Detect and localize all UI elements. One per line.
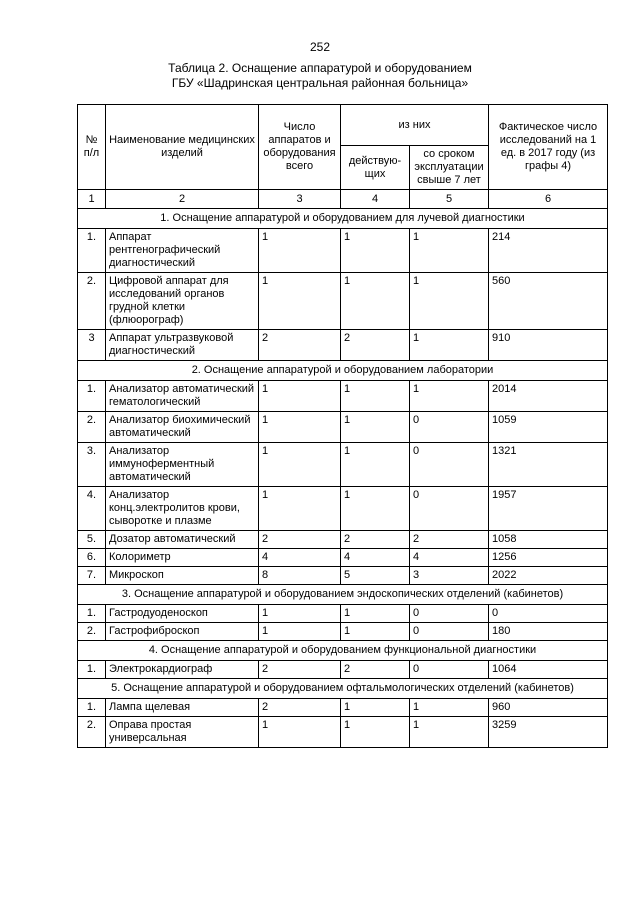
- old-count: 4: [410, 549, 489, 567]
- total-count: 2: [259, 330, 341, 361]
- old-count: 1: [410, 229, 489, 273]
- studies-count: 960: [489, 699, 608, 717]
- old-count: 2: [410, 531, 489, 549]
- total-count: 1: [259, 623, 341, 641]
- studies-count: 560: [489, 273, 608, 330]
- old-count: 1: [410, 699, 489, 717]
- header-old: со сроком эксплуатации свыше 7 лет: [410, 146, 489, 190]
- studies-count: 1957: [489, 487, 608, 531]
- row-number: 5.: [78, 531, 106, 549]
- table-row: [78, 381, 608, 412]
- device-name: Аппарат рентгенографический диагностический: [106, 229, 259, 273]
- header-name: Наименование медицинских изделий: [106, 105, 259, 190]
- row-number: 3.: [78, 443, 106, 487]
- old-count: 1: [410, 381, 489, 412]
- old-count: 1: [410, 273, 489, 330]
- old-count: 0: [410, 443, 489, 487]
- table-caption: [0, 61, 640, 91]
- active-count: 2: [341, 531, 410, 549]
- total-count: 1: [259, 605, 341, 623]
- table-row: [78, 699, 608, 717]
- old-count: 0: [410, 412, 489, 443]
- total-count: 2: [259, 531, 341, 549]
- active-count: 4: [341, 549, 410, 567]
- row-number: 1.: [78, 229, 106, 273]
- table-row: [78, 443, 608, 487]
- device-name: Анализатор конц.электролитов крови, сыворотке и плазме: [106, 487, 259, 531]
- studies-count: 0: [489, 605, 608, 623]
- active-count: 1: [341, 487, 410, 531]
- total-count: 4: [259, 549, 341, 567]
- section-title: 5. Оснащение аппаратурой и оборудованием офтальмологических отделений (кабинетов): [78, 679, 608, 699]
- active-count: 5: [341, 567, 410, 585]
- total-count: 1: [259, 273, 341, 330]
- section-title: 2. Оснащение аппаратурой и оборудованием лаборатории: [78, 361, 608, 381]
- studies-count: 180: [489, 623, 608, 641]
- section-header: [78, 361, 608, 381]
- row-number: 6.: [78, 549, 106, 567]
- active-count: 1: [341, 412, 410, 443]
- column-number: 6: [489, 190, 608, 209]
- total-count: 1: [259, 487, 341, 531]
- old-count: 0: [410, 605, 489, 623]
- section-title: 3. Оснащение аппаратурой и оборудованием эндоскопических отделений (кабинетов): [78, 585, 608, 605]
- row-number: 2.: [78, 717, 106, 748]
- total-count: 1: [259, 717, 341, 748]
- studies-count: 1064: [489, 661, 608, 679]
- header-studies: Фактическое число исследований на 1 ед. в 2017 году (из графы 4): [489, 105, 608, 190]
- row-number: 2.: [78, 412, 106, 443]
- row-number: 3: [78, 330, 106, 361]
- old-count: 0: [410, 623, 489, 641]
- header-active: действую-щих: [341, 146, 410, 190]
- table-row: [78, 229, 608, 273]
- studies-count: 1256: [489, 549, 608, 567]
- section-header: [78, 585, 608, 605]
- section-title: 4. Оснащение аппаратурой и оборудованием функциональной диагностики: [78, 641, 608, 661]
- column-number: 4: [341, 190, 410, 209]
- caption-line-1: Таблица 2. Оснащение аппаратурой и оборудованием: [168, 61, 472, 75]
- section-header: [78, 679, 608, 699]
- table-row: [78, 531, 608, 549]
- total-count: 2: [259, 661, 341, 679]
- device-name: Анализатор иммуноферментный автоматический: [106, 443, 259, 487]
- row-number: 1.: [78, 605, 106, 623]
- active-count: 2: [341, 661, 410, 679]
- total-count: 1: [259, 412, 341, 443]
- row-number: 2.: [78, 623, 106, 641]
- column-number: 2: [106, 190, 259, 209]
- device-name: Анализатор биохимический автоматический: [106, 412, 259, 443]
- header-num: № п/л: [78, 105, 106, 190]
- total-count: 2: [259, 699, 341, 717]
- old-count: 3: [410, 567, 489, 585]
- active-count: 1: [341, 273, 410, 330]
- device-name: Колориметр: [106, 549, 259, 567]
- active-count: 1: [341, 443, 410, 487]
- column-number: 5: [410, 190, 489, 209]
- active-count: 1: [341, 229, 410, 273]
- studies-count: 2014: [489, 381, 608, 412]
- old-count: 0: [410, 487, 489, 531]
- column-number: 1: [78, 190, 106, 209]
- table-row: [78, 623, 608, 641]
- device-name: Гастрофиброскоп: [106, 623, 259, 641]
- page-number: 252: [309, 40, 331, 54]
- device-name: Дозатор автоматический: [106, 531, 259, 549]
- device-name: Лампа щелевая: [106, 699, 259, 717]
- row-number: 2.: [78, 273, 106, 330]
- device-name: Анализатор автоматический гематологический: [106, 381, 259, 412]
- studies-count: 910: [489, 330, 608, 361]
- studies-count: 214: [489, 229, 608, 273]
- row-number: 7.: [78, 567, 106, 585]
- studies-count: 1058: [489, 531, 608, 549]
- caption-line-2: ГБУ «Шадринская центральная районная больница»: [171, 76, 469, 90]
- active-count: 1: [341, 381, 410, 412]
- header-of-them: из них: [341, 105, 489, 146]
- section-header: [78, 641, 608, 661]
- table-row: [78, 549, 608, 567]
- total-count: 1: [259, 229, 341, 273]
- total-count: 1: [259, 381, 341, 412]
- active-count: 2: [341, 330, 410, 361]
- studies-count: 1059: [489, 412, 608, 443]
- row-number: 1.: [78, 661, 106, 679]
- table-row: [78, 330, 608, 361]
- table-row: [78, 717, 608, 748]
- device-name: Оправа простая универсальная: [106, 717, 259, 748]
- device-name: Аппарат ультразвуковой диагностический: [106, 330, 259, 361]
- old-count: 1: [410, 717, 489, 748]
- device-name: Цифровой аппарат для исследований органов грудной клетки (флюорограф): [106, 273, 259, 330]
- total-count: 1: [259, 443, 341, 487]
- table-row: [78, 605, 608, 623]
- table-row: [78, 412, 608, 443]
- total-count: 8: [259, 567, 341, 585]
- active-count: 1: [341, 605, 410, 623]
- table-row: [78, 661, 608, 679]
- studies-count: 3259: [489, 717, 608, 748]
- table-row: [78, 487, 608, 531]
- section-header: [78, 209, 608, 229]
- active-count: 1: [341, 717, 410, 748]
- device-name: Электрокардиограф: [106, 661, 259, 679]
- device-name: Микроскоп: [106, 567, 259, 585]
- active-count: 1: [341, 623, 410, 641]
- row-number: 1.: [78, 381, 106, 412]
- device-name: Гастродуоденоскоп: [106, 605, 259, 623]
- row-number: 1.: [78, 699, 106, 717]
- table-row: [78, 273, 608, 330]
- column-number: 3: [259, 190, 341, 209]
- old-count: 1: [410, 330, 489, 361]
- section-title: 1. Оснащение аппаратурой и оборудованием для лучевой диагностики: [78, 209, 608, 229]
- row-number: 4.: [78, 487, 106, 531]
- studies-count: 2022: [489, 567, 608, 585]
- table-body: [78, 209, 608, 748]
- studies-count: 1321: [489, 443, 608, 487]
- header-total: Число аппаратов и оборудования всего: [259, 105, 341, 190]
- active-count: 1: [341, 699, 410, 717]
- old-count: 0: [410, 661, 489, 679]
- table-row: [78, 567, 608, 585]
- equipment-table: [77, 104, 608, 748]
